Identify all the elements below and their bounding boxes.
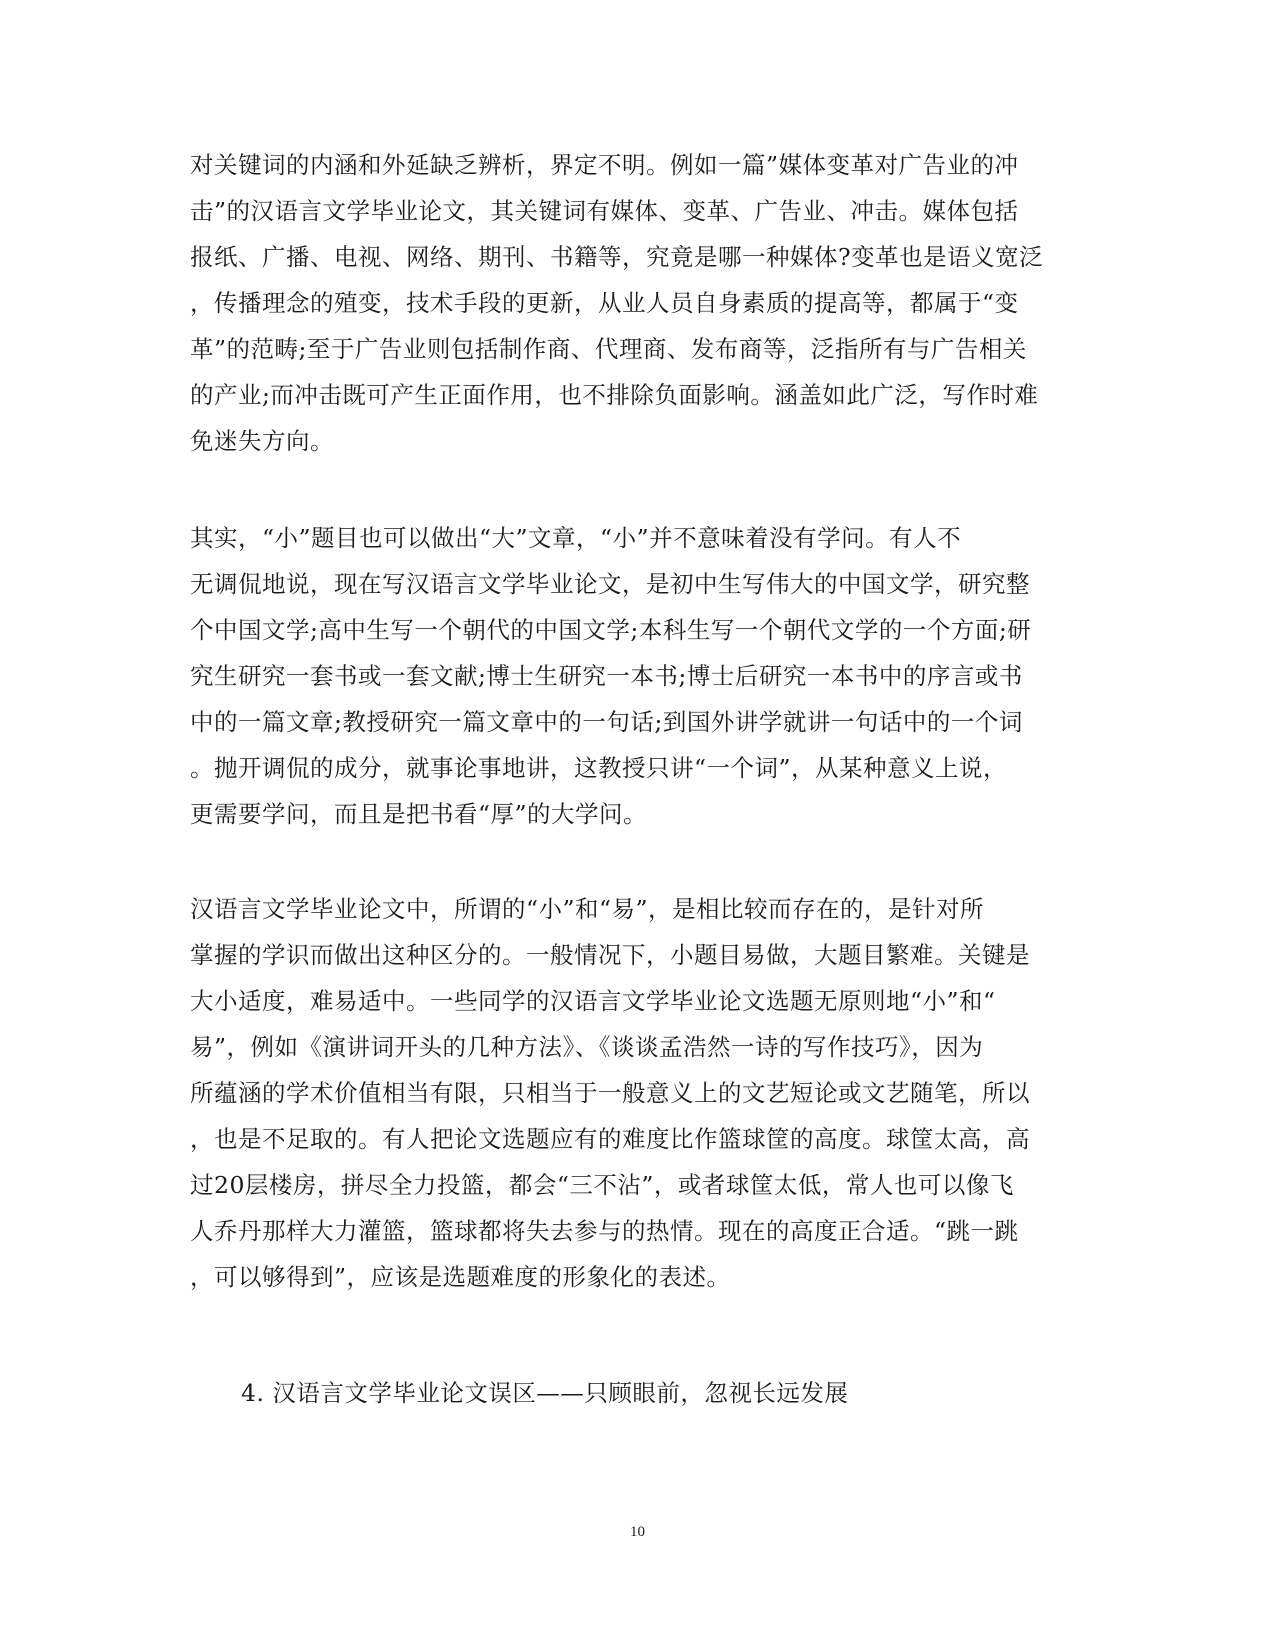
text-line: 的产业;而冲击既可产生正面作用，也不排除负面影响。涵盖如此广泛，写作时难 xyxy=(190,381,1039,409)
text-line: ，也是不足取的。有人把论文选题应有的难度比作篮球筐的高度。球筐太高，高 xyxy=(190,1125,1030,1153)
page-number: 10 xyxy=(630,1524,645,1540)
text-line: 无调侃地说，现在写汉语言文学毕业论文，是初中生写伟大的中国文学，研究整 xyxy=(190,570,1030,598)
text-line: ，可以够得到”，应该是选题难度的形象化的表述。 xyxy=(190,1263,731,1291)
text-line: 其实，“小”题目也可以做出“大”文章，“小”并不意味着没有学问。有人不 xyxy=(190,524,962,552)
text-line: 对关键词的内涵和外延缺乏辨析，界定不明。例如一篇”媒体变革对广告业的冲 xyxy=(190,151,1019,179)
section-heading: 4. 汉语言文学毕业论文误区——只顾眼前，忽视长远发展 xyxy=(241,1379,849,1407)
text-line: ，传播理念的殖变，技术手段的更新，从业人员自身素质的提高等，都属于“变 xyxy=(190,289,1019,317)
text-line: 击”的汉语言文学毕业论文，其关键词有媒体、变革、广告业、冲击。媒体包括 xyxy=(190,197,1019,225)
text-line: 所蕴涵的学术价值相当有限，只相当于一般意义上的文艺短论或文艺随笔，所以 xyxy=(190,1079,1030,1107)
text-line: 个中国文学;高中生写一个朝代的中国文学;本科生写一个朝代文学的一个方面;研 xyxy=(190,616,1032,644)
text-line: 究生研究一套书或一套文献;博士生研究一本书;博士后研究一本书中的序言或书 xyxy=(190,662,1023,690)
text-line: 易”，例如《演讲词开头的几种方法》、《谈谈孟浩然一诗的写作技巧》，因为 xyxy=(190,1033,984,1061)
text-line: 过20层楼房，拼尽全力投篮，都会“三不沾”，或者球筐太低，常人也可以像飞 xyxy=(190,1171,1014,1199)
text-line: 汉语言文学毕业论文中，所谓的“小”和“易”，是相比较而存在的，是针对所 xyxy=(190,895,985,923)
text-line: 。抛开调侃的成分，就事论事地讲，这教授只讲“一个词”，从某种意义上说， xyxy=(190,754,1008,782)
text-line: 中的一篇文章;教授研究一篇文章中的一句话;到国外讲学就讲一句话中的一个词 xyxy=(190,708,1023,736)
text-line: 革”的范畴;至于广告业则包括制作商、代理商、发布商等，泛指所有与广告相关 xyxy=(190,335,1027,363)
text-line: 大小适度，难易适中。一些同学的汉语言文学毕业论文选题无原则地“小”和“ xyxy=(190,987,996,1015)
text-line: 人乔丹那样大力灌篮，篮球都将失去参与的热情。现在的高度正合适。“跳一跳 xyxy=(190,1217,1019,1245)
text-line: 更需要学问，而且是把书看“厚”的大学问。 xyxy=(190,800,648,828)
text-line: 掌握的学识而做出这种区分的。一般情况下，小题目易做，大题目繁难。关键是 xyxy=(190,941,1030,969)
text-line: 免迷失方向。 xyxy=(190,427,334,455)
text-line: 报纸、广播、电视、网络、期刊、书籍等，究竟是哪一种媒体?变革也是语义宽泛 xyxy=(190,243,1044,271)
